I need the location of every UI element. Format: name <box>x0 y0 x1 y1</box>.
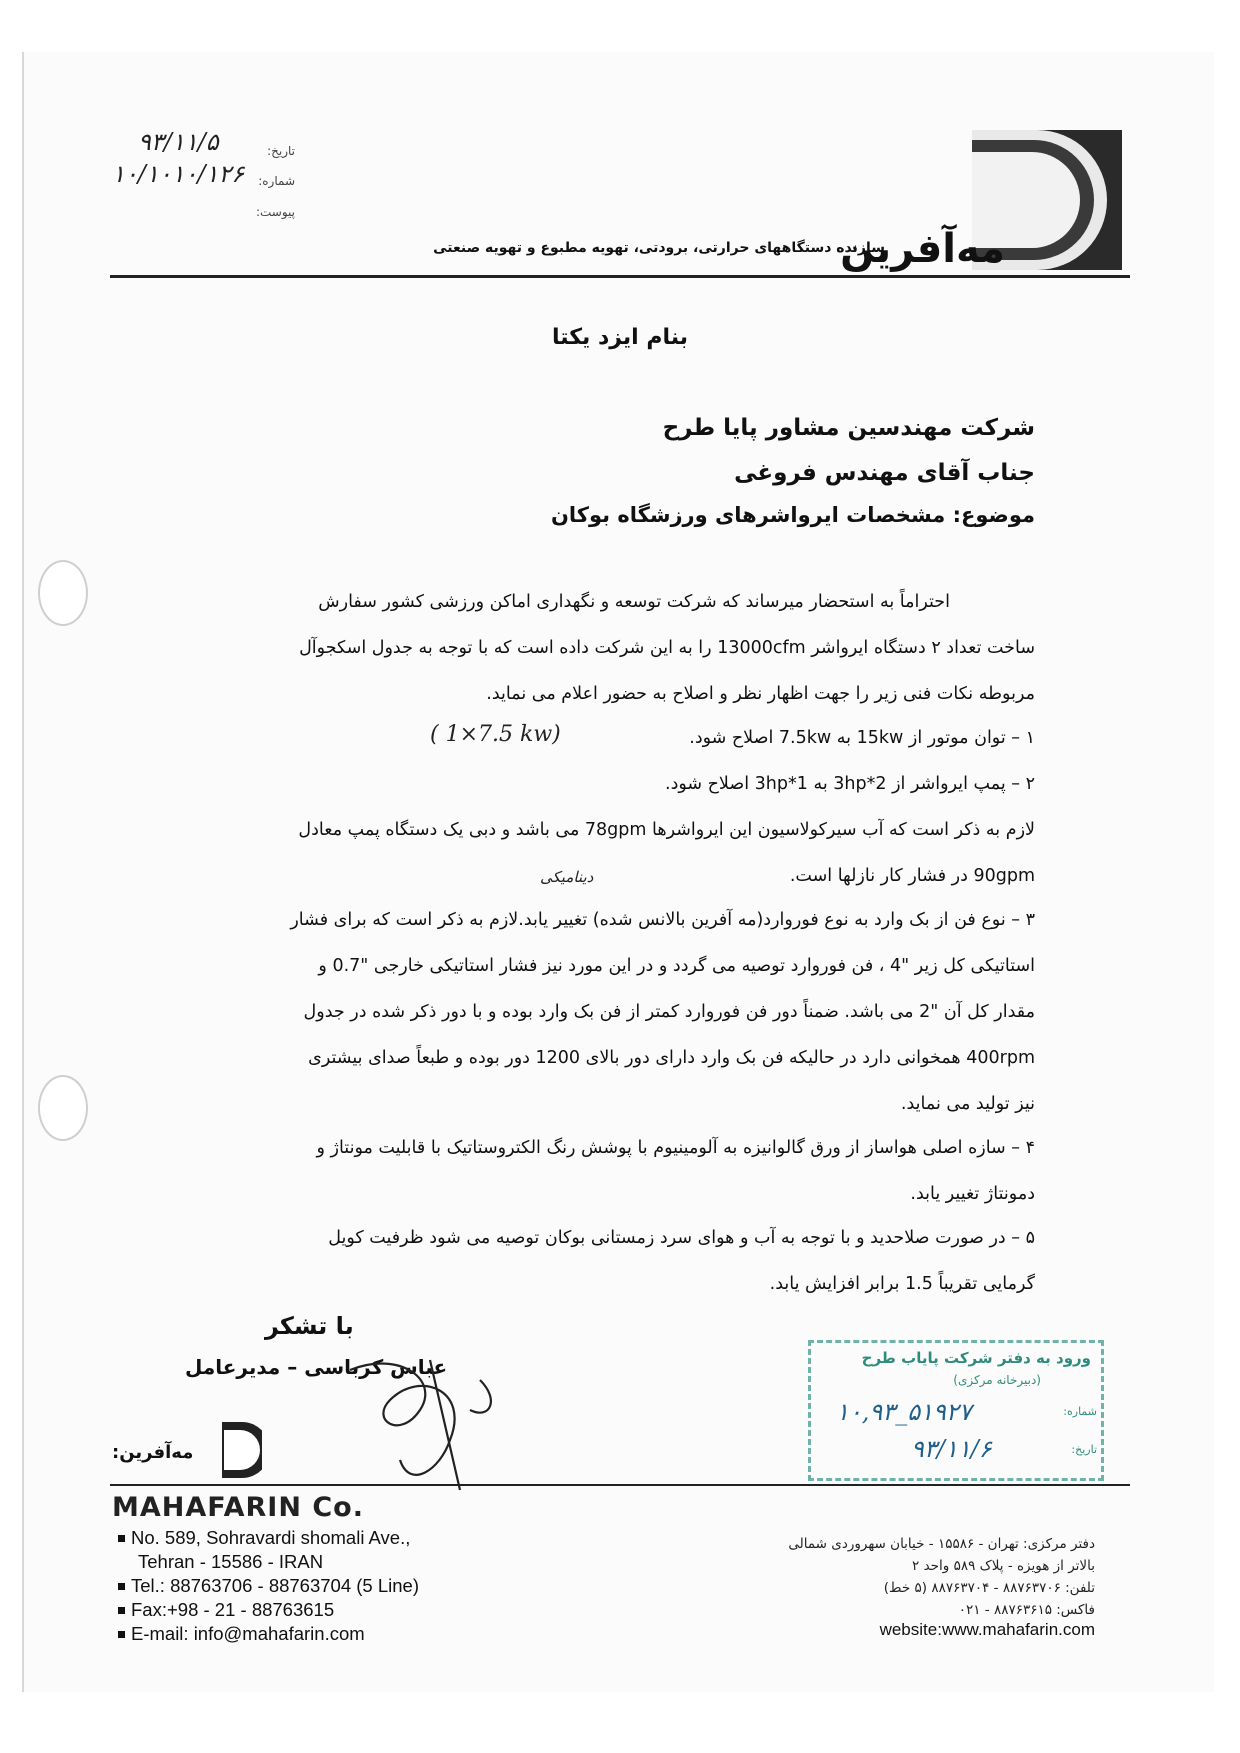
item-5-line: ۵ – در صورت صلاحدید و با توجه به آب و هوای سرد زمستانی بوکان توصیه می شود ظرفیت کویل <box>328 1228 1035 1248</box>
date-value: ۹۳/۱۱/۵ <box>138 128 219 156</box>
stamp-number-value: ۱۰,۹۳_۵۱۹۲۷ <box>836 1398 972 1426</box>
footer-divider <box>110 1484 1130 1486</box>
item-3-line: 400rpm همخوانی دارد در حالیکه فن بک وارد دارای دور بالای 1200 دور بوده و طبعاً صدای بیشتری <box>308 1048 1035 1068</box>
footer-fa-fax: فاکس: ۸۸۷۶۳۶۱۵ - ۰۲۱ <box>958 1602 1095 1618</box>
handwritten-note: ( 1×7.5 kw) <box>430 722 561 747</box>
intro-line: احتراماً به استحضار میرساند که شرکت توسعه و نگهداری اماکن ورزشی کشور سفارش <box>318 592 950 612</box>
footer-logo-text: مه‌آفرین: <box>112 1442 194 1463</box>
footer-email: E-mail: info@mahafarin.com <box>131 1623 365 1644</box>
item-4-line: ۴ – سازه اصلی هواساز از ورق گالوانیزه به آلومینیوم با پوشش رنگ الکتروستاتیک با قابلیت مونتاژ و <box>316 1138 1035 1158</box>
date-label: تاریخ: <box>267 144 295 158</box>
punch-hole <box>38 1075 88 1141</box>
number-value: ۱۰/۱۰۱۰/۱۲۶ <box>112 160 245 188</box>
recipient-company: شرکت مهندسین مشاور پایا طرح <box>662 415 1035 441</box>
stamp-date-value: ۹۳/۱۱/۶ <box>911 1435 992 1463</box>
footer-website: website:www.mahafarin.com <box>879 1620 1095 1639</box>
recipient-person: جناب آقای مهندس فروغی <box>734 460 1035 486</box>
note-line: لازم به ذکر است که آب سیرکولاسیون این ایرواشرها 78gpm می باشد و دبی یک دستگاه پمپ معادل <box>298 820 1035 840</box>
footer-fa-tel: تلفن: ۸۸۷۶۳۷۰۶ - ۸۸۷۶۳۷۰۴ (۵ خط) <box>883 1580 1095 1596</box>
footer-address-line: Tehran - 15586 - IRAN <box>138 1551 324 1572</box>
footer-fa-address: بالاتر از هویزه - پلاک ۵۸۹ واحد ۲ <box>912 1558 1095 1574</box>
attachment-label: پیوست: <box>255 205 295 219</box>
received-stamp <box>808 1340 1104 1481</box>
invocation: بنام ایزد یکتا <box>551 325 689 350</box>
footer-fa-address: دفتر مرکزی: تهران - ۱۵۵۸۶ - خیابان سهروردی شمالی <box>788 1536 1095 1552</box>
intro-line: ساخت تعداد ۲ دستگاه ایرواشر 13000cfm را به این شرکت داده است که با توجه به جدول اسکجوآل <box>299 638 1035 658</box>
handwritten-annotation: دینامیکی <box>540 868 594 886</box>
item-5-line: گرمایی تقریباً 1.5 برابر افزایش یابد. <box>769 1274 1035 1294</box>
item-3-line: مقدار کل آن "2 می باشد. ضمناً دور فن فوروارد کمتر از فن بک وارد بوده و با دور ذکر شده در جدول <box>303 1002 1035 1022</box>
footer-company-name: MAHAFARIN Co. <box>112 1492 364 1523</box>
signer-name: عباس کرباسی – مدیرعامل <box>185 1355 448 1379</box>
signature-mark <box>330 1340 530 1500</box>
stamp-subtitle: (دبیرخانه مرکزی) <box>953 1373 1041 1387</box>
item-2: ۲ – پمپ ایرواشر از 2*3hp به 1*3hp اصلاح شود. <box>665 774 1035 794</box>
number-label: شماره: <box>258 174 295 188</box>
company-tagline: سازنده دستگاههای حرارتی، برودتی، تهویه مطبوع و تهویه صنعتی <box>433 240 885 256</box>
subject-line: موضوع: مشخصات ایرواشرهای ورزشگاه بوکان <box>550 503 1035 527</box>
item-3-line: استاتیکی کل زیر "4 ، فن فوروارد توصیه می گردد و در این مورد نیز فشار استاتیکی خارجی "0.7 و <box>318 956 1035 976</box>
item-3-line: ۳ – نوع فن از بک وارد به نوع فوروارد(مه آفرین بالانس شده) تغییر یابد.لازم به ذکر است که برای فشار <box>290 910 1035 930</box>
intro-line: مربوطه نکات فنی زیر را جهت اظهار نظر و اصلاح به حضور اعلام می نماید. <box>486 684 1035 704</box>
item-3-line: نیز تولید می نماید. <box>900 1094 1035 1114</box>
footer-address-line: No. 589, Sohravardi shomali Ave., <box>131 1527 411 1548</box>
header-divider <box>110 275 1130 278</box>
item-1: ۱ – توان موتور از 15kw به 7.5kw اصلاح شود. <box>689 728 1035 748</box>
item-4-line: دمونتاژ تغییر یابد. <box>910 1184 1035 1204</box>
stamp-date-label: تاریخ: <box>1071 1443 1097 1456</box>
footer-tel: Tel.: 88763706 - 88763704 (5 Line) <box>131 1575 419 1596</box>
stamp-title: ورود به دفتر شرکت پایاب طرح <box>861 1349 1091 1367</box>
stamp-number-label: شماره: <box>1063 1405 1097 1418</box>
closing-thanks: با تشکر <box>265 1312 354 1340</box>
company-logo-text: مه‌آفرین <box>840 226 1005 272</box>
note-line: 90gpm در فشار کار نازلها است. <box>789 866 1035 886</box>
footer-fax: Fax:+98 - 21 - 88763615 <box>131 1599 335 1620</box>
